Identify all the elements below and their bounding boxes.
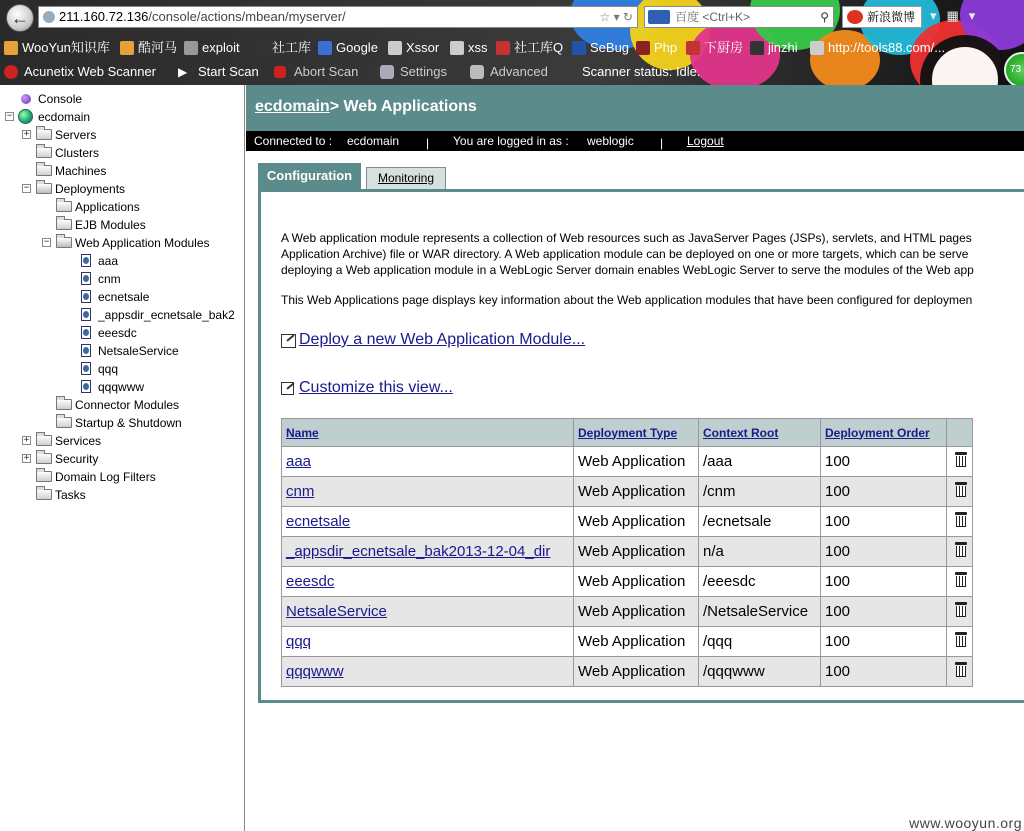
tree-node[interactable]	[0, 468, 245, 486]
description-line-2: Application Archive) file or WAR directory. A Web application module can be deployed on one or more targets, which can be serve	[281, 247, 969, 261]
folder-icon	[56, 219, 72, 230]
logout-link[interactable]: Logout	[687, 134, 724, 148]
module-name-cell[interactable]	[282, 657, 574, 687]
page-header	[246, 85, 1024, 131]
bookmark-icon	[636, 41, 650, 55]
collapse-icon[interactable]: −	[6, 111, 13, 121]
bookmark-icon	[572, 41, 586, 55]
table-row	[282, 597, 973, 627]
table-row	[282, 627, 973, 657]
web-app-modules-table	[281, 418, 973, 687]
tree-node-label[interactable]: Domain Log Filters	[55, 470, 156, 484]
acunetix-title: Acunetix Web Scanner	[24, 64, 156, 79]
trash-icon[interactable]	[955, 632, 967, 647]
tree-node-label[interactable]: Startup & Shutdown	[75, 416, 182, 430]
web-module-icon	[81, 362, 91, 375]
trash-icon[interactable]	[955, 572, 967, 587]
tree-node-label[interactable]: Web Application Modules	[75, 236, 210, 250]
tree-node-label[interactable]: cnm	[98, 272, 121, 286]
address-bar[interactable]	[38, 6, 638, 28]
tree-node[interactable]	[0, 216, 245, 234]
page-title-text: > Web Applications	[329, 98, 477, 115]
bookmark-item[interactable]	[686, 39, 743, 57]
trash-icon[interactable]	[955, 512, 967, 527]
description-paragraph-2: This Web Applications page displays key information about the Web application modules that have been configured for deploymen	[281, 293, 973, 307]
tree-node[interactable]	[0, 270, 245, 288]
context-root-cell: /qqqwww	[699, 657, 821, 687]
tree-node[interactable]	[0, 252, 245, 270]
page-title	[255, 98, 477, 116]
acunetix-logo[interactable]	[4, 63, 156, 81]
tree-node[interactable]	[0, 180, 245, 198]
delete-cell[interactable]	[947, 477, 973, 507]
context-root-cell: /cnm	[699, 477, 821, 507]
bookmark-item[interactable]	[4, 39, 110, 57]
context-root-cell: /eeesdc	[699, 567, 821, 597]
back-button[interactable]	[6, 4, 34, 32]
module-name-cell[interactable]	[282, 537, 574, 567]
module-name-link[interactable]: eeesdc	[286, 573, 335, 590]
delete-cell[interactable]	[947, 657, 973, 687]
deployment-type-cell: Web Application	[574, 447, 699, 477]
module-name-cell[interactable]	[282, 507, 574, 537]
deployment-order-cell: 100	[821, 567, 947, 597]
customize-view-icon	[281, 382, 294, 395]
main-content	[246, 85, 1024, 831]
delete-cell[interactable]	[947, 597, 973, 627]
bookmark-icon	[750, 41, 764, 55]
folder-icon	[36, 471, 52, 482]
tree-node-label[interactable]: Servers	[55, 128, 97, 142]
bookmark-icon	[120, 41, 134, 55]
domain-breadcrumb-link[interactable]: ecdomain	[255, 98, 330, 115]
tree-node-label[interactable]: NetsaleService	[98, 344, 179, 358]
tree-node-label[interactable]: Security	[55, 452, 99, 466]
bookmark-label: jinzhi	[768, 40, 798, 55]
module-name-link[interactable]: cnm	[286, 483, 315, 500]
tree-node[interactable]	[0, 486, 245, 504]
table-row	[282, 507, 973, 537]
deploy-action[interactable]	[281, 331, 585, 349]
deployment-order-cell: 100	[821, 627, 947, 657]
web-module-icon	[81, 272, 91, 285]
search-engine-icon[interactable]	[648, 10, 670, 24]
folder-icon	[36, 147, 52, 158]
tree-node[interactable]	[0, 198, 245, 216]
description-paragraph	[281, 230, 1024, 278]
tree-node[interactable]	[0, 288, 245, 306]
trash-icon[interactable]	[955, 602, 967, 617]
deploy-link[interactable]: Deploy a new Web Application Module...	[299, 331, 586, 348]
acunetix-toolbar	[0, 60, 1024, 84]
domain-tree	[0, 85, 245, 831]
tree-node[interactable]	[0, 324, 245, 342]
collapse-icon[interactable]: −	[43, 237, 50, 247]
folder-icon	[56, 201, 72, 212]
column-header-name[interactable]: Name	[282, 419, 574, 447]
context-root-cell: /NetsaleService	[699, 597, 821, 627]
tree-node[interactable]	[0, 432, 245, 450]
tree-node[interactable]	[0, 360, 245, 378]
description-line-1: A Web application module represents a collection of Web resources such as JavaServer Pages (JSPs), servlets, and HTML pages	[281, 231, 972, 245]
back-arrow-icon: ←	[11, 8, 29, 28]
tree-node-label[interactable]: ecnetsale	[98, 290, 150, 304]
advanced-button[interactable]	[470, 63, 548, 81]
deployment-order-cell: 100	[821, 657, 947, 687]
folder-icon	[56, 399, 72, 410]
deployment-type-cell: Web Application	[574, 507, 699, 537]
tree-node-label[interactable]: Machines	[55, 164, 107, 178]
folder-open-icon	[36, 183, 52, 194]
deployment-type-cell: Web Application	[574, 597, 699, 627]
tree-node[interactable]	[0, 144, 245, 162]
bookmark-item[interactable]	[450, 39, 488, 57]
bookmark-label: 酷河马	[138, 40, 178, 55]
bookmark-item[interactable]	[750, 39, 798, 57]
bookmark-item[interactable]	[572, 39, 629, 57]
tree-node-label[interactable]: qqqwww	[98, 380, 145, 394]
configuration-panel	[258, 189, 1024, 703]
trash-icon[interactable]	[955, 482, 967, 497]
site-favicon-icon	[43, 11, 55, 23]
watermark: www.wooyun.org	[909, 815, 1022, 831]
tree-node[interactable]	[0, 162, 245, 180]
connection-bar	[246, 131, 1024, 151]
module-name-cell[interactable]	[282, 567, 574, 597]
collapse-icon[interactable]: −	[23, 183, 30, 193]
scanner-status-text: Scanner status: Idle.	[582, 64, 701, 79]
tree-node[interactable]	[0, 234, 245, 252]
bookmark-icon	[318, 41, 332, 55]
tree-node-label[interactable]: ecdomain	[38, 110, 91, 124]
tree-node-label[interactable]: eeesdc	[98, 326, 137, 340]
bookmark-label: 社工库	[272, 40, 312, 55]
module-name-cell[interactable]	[282, 477, 574, 507]
tree-node-label[interactable]: Applications	[75, 200, 140, 214]
tree-node-label[interactable]: EJB Modules	[75, 218, 146, 232]
bookmark-item[interactable]	[120, 39, 177, 57]
acunetix-icon	[4, 65, 18, 79]
tab-monitoring[interactable]: Monitoring	[366, 167, 446, 189]
settings-label: Settings	[400, 64, 447, 79]
weibo-icon	[847, 10, 863, 24]
bookmark-item[interactable]	[388, 39, 439, 57]
folder-icon	[56, 417, 72, 428]
bookmark-icon	[450, 41, 464, 55]
tree-node-label[interactable]: Console	[38, 92, 83, 106]
deployment-order-cell: 100	[821, 507, 947, 537]
module-name-cell[interactable]	[282, 597, 574, 627]
expand-icon[interactable]: +	[23, 435, 30, 445]
connected-label: Connected to :	[254, 134, 333, 148]
bookmark-label: SeBug	[590, 40, 630, 55]
bookmark-icon	[184, 41, 198, 55]
bookmark-label: Google	[336, 40, 378, 55]
folder-icon	[36, 129, 52, 140]
delete-cell[interactable]	[947, 447, 973, 477]
edit-icon	[281, 334, 296, 348]
bookmark-icon	[4, 41, 18, 55]
tree-node-label[interactable]: aaa	[98, 254, 119, 268]
tab-configuration[interactable]: Configuration	[258, 163, 361, 189]
module-name-cell[interactable]	[282, 627, 574, 657]
tree-node[interactable]	[0, 306, 245, 324]
bookmark-label: xss	[468, 40, 488, 55]
context-root-cell: /aaa	[699, 447, 821, 477]
deployment-type-cell: Web Application	[574, 657, 699, 687]
browser-chrome	[0, 0, 1024, 85]
play-icon: ▶	[178, 65, 188, 79]
trash-icon[interactable]	[955, 662, 967, 677]
expand-icon[interactable]: +	[23, 453, 30, 463]
customize-link[interactable]: Customize this view...	[299, 379, 453, 396]
tree-node[interactable]	[0, 378, 245, 396]
module-name-link[interactable]: qqqwww	[286, 663, 344, 680]
web-module-icon	[81, 308, 91, 321]
tree-node[interactable]	[0, 126, 245, 144]
bookmark-label: 社工库Q	[514, 40, 564, 55]
table-row	[282, 657, 973, 687]
table-row	[282, 537, 973, 567]
context-root-cell: n/a	[699, 537, 821, 567]
delete-cell[interactable]	[947, 627, 973, 657]
bookmark-icon	[686, 41, 700, 55]
domain-globe-icon	[18, 109, 33, 124]
bookmarks-bar	[0, 36, 1024, 58]
reload-icon[interactable]: ☆ ▾ ↻	[599, 10, 633, 24]
tree-node[interactable]	[0, 396, 245, 414]
separator-2: |	[660, 136, 664, 150]
module-name-link[interactable]: aaa	[286, 453, 312, 470]
tree-node[interactable]	[0, 90, 245, 108]
deployment-type-cell: Web Application	[574, 477, 699, 507]
bookmark-item[interactable]	[496, 39, 563, 57]
bookmark-item[interactable]	[318, 39, 378, 57]
scanner-status	[562, 63, 701, 81]
table-row	[282, 447, 973, 477]
folder-open-icon	[56, 237, 72, 248]
table-row	[282, 567, 973, 597]
tree-node[interactable]	[0, 450, 245, 468]
logged-in-label: You are logged in as :	[453, 134, 569, 148]
module-name-link[interactable]: _appsdir_ecnetsale_bak2013-12-04_dir	[286, 543, 551, 560]
bookmark-item[interactable]	[254, 39, 311, 57]
abort-scan-button[interactable]	[274, 63, 358, 81]
bookmark-item[interactable]	[810, 39, 945, 57]
customize-action[interactable]	[281, 379, 453, 397]
tree-node-label[interactable]: Tasks	[55, 488, 86, 502]
url-host: 211.160.72.136	[59, 9, 149, 24]
toolbar-icons[interactable]: ▾▦▾	[930, 8, 986, 23]
bookmark-icon	[496, 41, 510, 55]
table-row	[282, 477, 973, 507]
context-root-cell: /ecnetsale	[699, 507, 821, 537]
trash-icon[interactable]	[955, 452, 967, 467]
web-module-icon	[81, 380, 91, 393]
deployment-type-cell: Web Application	[574, 627, 699, 657]
bookmark-icon	[810, 41, 824, 55]
tree-node[interactable]	[0, 414, 245, 432]
deployment-order-cell: 100	[821, 537, 947, 567]
module-name-link[interactable]: qqq	[286, 633, 312, 650]
tree-node-label[interactable]: qqq	[98, 362, 119, 376]
bookmark-item[interactable]	[184, 39, 240, 57]
weibo-label: 新浪微博	[867, 10, 916, 24]
folder-icon	[36, 165, 52, 176]
module-name-cell[interactable]	[282, 447, 574, 477]
web-module-icon	[81, 326, 91, 339]
deployment-order-cell: 100	[821, 597, 947, 627]
module-name-link[interactable]: NetsaleService	[286, 603, 387, 620]
bookmark-label: exploit	[202, 40, 240, 55]
settings-button[interactable]	[380, 63, 447, 81]
bookmark-label: 下厨房	[704, 40, 744, 55]
web-module-icon	[81, 290, 91, 303]
web-module-icon	[81, 344, 91, 357]
folder-icon	[36, 489, 52, 500]
trash-icon[interactable]	[955, 542, 967, 557]
column-header-deployment-type[interactable]: Deployment Type	[574, 419, 699, 447]
logged-in-user: weblogic	[587, 134, 634, 148]
column-header-deployment-order[interactable]: Deployment Order	[821, 419, 947, 447]
start-scan-button[interactable]	[178, 63, 259, 81]
url-path: /console/actions/mbean/myserver/	[148, 9, 346, 24]
tree-node-label[interactable]: Deployments	[55, 182, 126, 196]
weibo-button[interactable]	[842, 6, 922, 28]
wrench-icon	[380, 65, 394, 79]
tree-node-label[interactable]: Connector Modules	[75, 398, 180, 412]
folder-icon	[36, 435, 52, 446]
bookmark-item[interactable]	[636, 39, 677, 57]
tree-node-label[interactable]: Services	[55, 434, 102, 448]
module-name-link[interactable]: ecnetsale	[286, 513, 351, 530]
column-header-context-root[interactable]: Context Root	[699, 419, 821, 447]
description-line-3: deploying a Web application module in a WebLogic Server domain enables WebLogic Server to serve the modules of the Web app	[281, 263, 974, 277]
tree-node-label[interactable]: Clusters	[55, 146, 100, 160]
folder-icon	[36, 453, 52, 464]
deployment-type-cell: Web Application	[574, 537, 699, 567]
advanced-label: Advanced	[490, 64, 548, 79]
table-header-row	[282, 419, 973, 447]
stop-icon	[274, 66, 286, 78]
tree-node[interactable]	[0, 342, 245, 360]
bookmark-label: http://tools88.com/...	[828, 40, 946, 55]
score-badge[interactable]: 73	[1004, 52, 1024, 85]
advanced-icon	[470, 65, 484, 79]
bookmark-label: WooYun知识库	[22, 40, 110, 55]
context-root-cell: /qqq	[699, 627, 821, 657]
deployment-order-cell: 100	[821, 477, 947, 507]
deployment-type-cell: Web Application	[574, 567, 699, 597]
search-placeholder: 百度 <Ctrl+K>	[675, 10, 751, 24]
column-header-delete	[947, 419, 973, 447]
bookmark-icon	[254, 41, 268, 55]
separator-1: |	[426, 136, 430, 150]
delete-cell[interactable]	[947, 567, 973, 597]
bookmark-icon	[388, 41, 402, 55]
bookmark-label: Xssor	[406, 40, 440, 55]
delete-cell[interactable]	[947, 537, 973, 567]
connected-value: ecdomain	[347, 134, 400, 148]
console-icon	[21, 94, 31, 104]
delete-cell[interactable]	[947, 507, 973, 537]
search-icon[interactable]: ⚲	[820, 10, 829, 24]
start-scan-label: Start Scan	[198, 64, 259, 79]
tree-node[interactable]	[0, 108, 245, 126]
deployment-order-cell: 100	[821, 447, 947, 477]
expand-icon[interactable]: +	[23, 129, 30, 139]
web-module-icon	[81, 254, 91, 267]
search-box[interactable]	[644, 6, 834, 28]
abort-scan-label: Abort Scan	[294, 64, 359, 79]
tree-node-label[interactable]: _appsdir_ecnetsale_bak2	[98, 308, 235, 322]
bookmark-label: Php	[654, 40, 678, 55]
